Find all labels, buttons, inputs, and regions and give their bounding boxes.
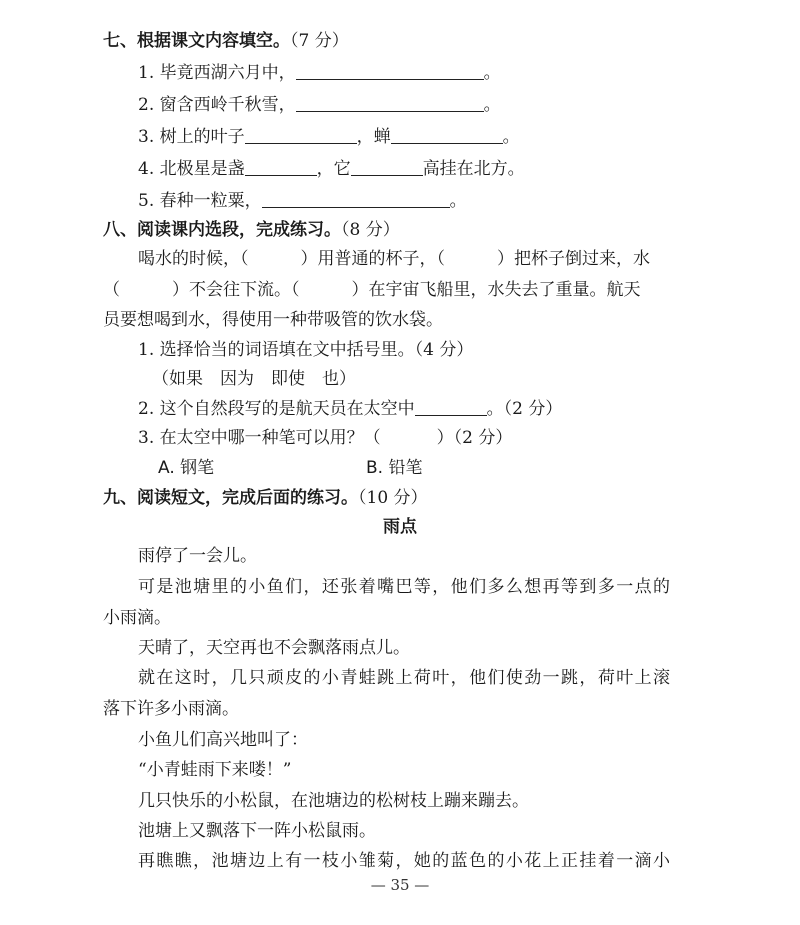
- sec7-q2: [138, 94, 501, 116]
- sec8-p2-c: ）在宇宙飞船里，水失去了重量。航天: [351, 280, 641, 300]
- sec7-q2-text: 2. 窗含西岭千秋雪，: [138, 95, 296, 115]
- sec7-q4-blank-2[interactable]: [351, 159, 423, 176]
- sec8-passage-line-3: 员要想喝到水，得使用一种带吸管的饮水袋。: [103, 310, 443, 330]
- passage-line-3: 小雨滴。: [103, 608, 171, 628]
- section-8-heading: [103, 219, 400, 241]
- passage-title: 雨点: [383, 517, 417, 537]
- sec7-q3-text: 3. 树上的叶子: [138, 127, 245, 147]
- sec8-passage-line-1: [138, 248, 650, 270]
- sec7-q4-mid: ，它: [316, 159, 351, 179]
- sec8-option-b[interactable]: [366, 457, 422, 479]
- sec7-q5-blank[interactable]: [262, 191, 450, 208]
- passage-line-1: 雨停了一会儿。: [138, 546, 257, 566]
- passage-line-11: 再瞧瞧，池塘边上有一枝小雏菊，她的蓝色的小花上正挂着一滴小: [138, 851, 670, 871]
- option-b-label: B. 铅笔: [366, 458, 423, 478]
- sec7-q5-end: 。: [449, 191, 467, 211]
- sec8-p2-b: ）不会往下流。（: [172, 280, 300, 300]
- sec7-q4-text: 4. 北极星是盏: [138, 159, 245, 179]
- option-a-label: A. 钢笔: [158, 458, 215, 478]
- sec8-passage-line-2: [103, 279, 641, 301]
- sec7-q3-end: 。: [502, 127, 520, 147]
- sec8-p1-a: 喝水的时候，（: [138, 249, 249, 269]
- sec8-q2-blank[interactable]: [415, 399, 487, 416]
- sec8-q1-points: （4 分）: [414, 340, 474, 360]
- page-number: — 35 —: [370, 876, 430, 894]
- sec7-q5-text: 5. 春种一粒粟，: [138, 191, 262, 211]
- sec7-q4-end: 高挂在北方。: [422, 159, 525, 179]
- section-7-heading: [103, 30, 349, 52]
- sec8-q2-end: 。: [486, 399, 504, 419]
- sec7-q3: [138, 126, 520, 148]
- passage-line-6: 落下许多小雨滴。: [103, 699, 239, 719]
- sec7-q4-blank-1[interactable]: [245, 159, 317, 176]
- passage-line-8: “小青蛙雨下来喽！”: [138, 760, 292, 780]
- sec8-q2-text: 2. 这个自然段写的是航天员在太空中: [138, 399, 415, 419]
- section-8-points: （8 分）: [341, 220, 400, 240]
- passage-line-5: 就在这时，几只顽皮的小青蛙跳上荷叶，他们使劲一跳，荷叶上滚: [138, 668, 670, 688]
- sec8-word-bank: （如果 因为 即使 也）: [152, 369, 356, 389]
- sec8-p1-c: ）把杯子倒过来，水: [497, 249, 650, 269]
- passage-line-4: 天晴了，天空再也不会飘落雨点儿。: [138, 638, 410, 658]
- sec7-q1: [138, 62, 501, 84]
- sec8-p1-b: ）用普通的杯子，（: [300, 249, 445, 269]
- sec7-q3-blank-2[interactable]: [391, 127, 503, 144]
- passage-line-9: 几只快乐的小松鼠，在池塘边的松树枝上蹦来蹦去。: [138, 791, 529, 811]
- sec8-q3-points: （2 分）: [453, 428, 513, 448]
- sec8-q1: [138, 339, 473, 361]
- sec7-q1-text: 1. 毕竟西湖六月中，: [138, 63, 296, 83]
- passage-line-7: 小鱼儿们高兴地叫了：: [138, 730, 308, 750]
- passage-line-10: 池塘上又飘落下一阵小松鼠雨。: [138, 821, 376, 841]
- sec8-q2: [138, 398, 562, 420]
- passage-line-2: 可是池塘里的小鱼们，还张着嘴巴等，他们多么想再等到多一点的: [138, 577, 670, 597]
- sec8-q3-text: 3. 在太空中哪一种笔可以用？（: [138, 428, 381, 448]
- sec7-q3-blank-1[interactable]: [245, 127, 357, 144]
- sec7-q3-mid: ，蝉: [356, 127, 391, 147]
- section-7-points: （7 分）: [290, 31, 349, 51]
- sec7-q5: [138, 190, 467, 212]
- section-8-title: 八、阅读课内选段，完成练习。: [103, 220, 341, 240]
- sec8-option-a[interactable]: [158, 457, 214, 479]
- section-7-title: 七、根据课文内容填空。: [103, 31, 290, 51]
- sec7-q2-blank[interactable]: [296, 95, 484, 112]
- sec8-p2-a: （: [103, 280, 120, 300]
- section-9-points: （10 分）: [358, 488, 428, 508]
- sec7-q4: [138, 158, 525, 180]
- sec8-q3-close: ）: [436, 428, 454, 448]
- sec8-q1-text: 1. 选择恰当的词语填在文中括号里。: [138, 340, 415, 360]
- sec7-q1-blank[interactable]: [296, 63, 484, 80]
- sec7-q1-end: 。: [483, 63, 501, 83]
- section-9-heading: [103, 487, 428, 509]
- sec8-q2-points: （2 分）: [503, 399, 563, 419]
- sec7-q2-end: 。: [483, 95, 501, 115]
- section-9-title: 九、阅读短文，完成后面的练习。: [103, 488, 358, 508]
- sec8-q3: [138, 427, 512, 449]
